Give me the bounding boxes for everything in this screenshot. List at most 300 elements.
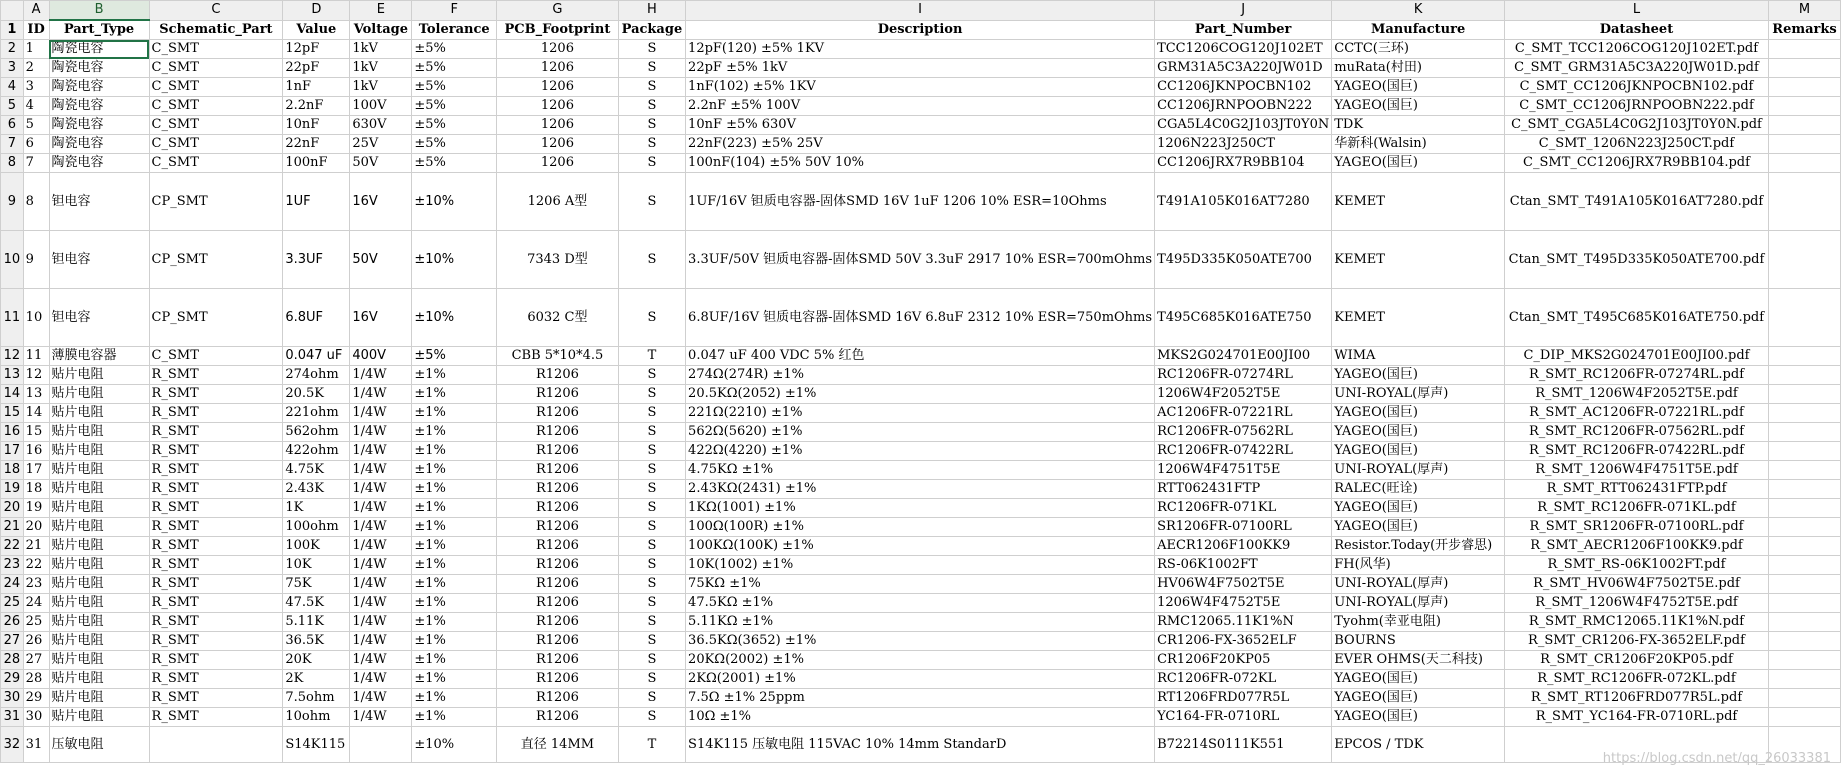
cell-remarks[interactable] xyxy=(1769,59,1841,78)
cell-description[interactable]: 2.43KΩ(2431) ±1% xyxy=(686,480,1155,499)
cell-part-type[interactable]: 贴片电阻 xyxy=(49,575,149,594)
cell-manufacture[interactable]: YAGEO(国巨) xyxy=(1332,423,1505,442)
row-header[interactable]: 26 xyxy=(1,613,24,632)
cell-schematic-part[interactable]: R_SMT xyxy=(149,632,283,651)
cell-tolerance[interactable]: ±1% xyxy=(412,708,497,727)
cell-voltage[interactable]: 1/4W xyxy=(350,385,412,404)
row-header[interactable]: 17 xyxy=(1,442,24,461)
cell-id[interactable]: 27 xyxy=(23,651,49,670)
cell-id[interactable]: 26 xyxy=(23,632,49,651)
cell-remarks[interactable] xyxy=(1769,78,1841,97)
row-header[interactable]: 13 xyxy=(1,366,24,385)
cell-id[interactable]: 1 xyxy=(23,40,49,59)
cell-pcb-footprint[interactable]: 1206 xyxy=(497,135,619,154)
cell-description[interactable]: 0.047 uF 400 VDC 5% 红色 xyxy=(686,347,1155,366)
cell-schematic-part[interactable]: R_SMT xyxy=(149,575,283,594)
row-header[interactable]: 30 xyxy=(1,689,24,708)
cell-value[interactable]: 100K xyxy=(283,537,350,556)
cell-pcb-footprint[interactable]: R1206 xyxy=(497,651,619,670)
cell-part-type[interactable]: 贴片电阻 xyxy=(49,613,149,632)
cell-pcb-footprint[interactable]: R1206 xyxy=(497,632,619,651)
cell-schematic-part[interactable]: C_SMT xyxy=(149,154,283,173)
cell-voltage[interactable]: 1/4W xyxy=(350,632,412,651)
cell-part-number[interactable]: SR1206FR-07100RL xyxy=(1155,518,1332,537)
header-cell-description[interactable]: Description xyxy=(686,20,1155,40)
column-header-a[interactable]: A xyxy=(23,1,49,21)
row-header[interactable]: 21 xyxy=(1,518,24,537)
cell-schematic-part[interactable]: R_SMT xyxy=(149,423,283,442)
cell-remarks[interactable] xyxy=(1769,480,1841,499)
cell-manufacture[interactable]: muRata(村田) xyxy=(1332,59,1505,78)
cell-schematic-part[interactable]: R_SMT xyxy=(149,670,283,689)
cell-schematic-part[interactable]: R_SMT xyxy=(149,366,283,385)
cell-tolerance[interactable]: ±5% xyxy=(412,59,497,78)
cell-schematic-part[interactable]: R_SMT xyxy=(149,708,283,727)
cell-remarks[interactable] xyxy=(1769,173,1841,231)
cell-part-number[interactable]: T495D335K050ATE700 xyxy=(1155,231,1332,289)
row-header[interactable]: 25 xyxy=(1,594,24,613)
cell-tolerance[interactable]: ±5% xyxy=(412,347,497,366)
cell-value[interactable]: 12pF xyxy=(283,40,350,59)
cell-id[interactable]: 2 xyxy=(23,59,49,78)
column-header-i[interactable]: I xyxy=(686,1,1155,21)
cell-pcb-footprint[interactable]: 6032 C型 xyxy=(497,289,619,347)
cell-schematic-part[interactable]: C_SMT xyxy=(149,59,283,78)
header-cell-datasheet[interactable]: Datasheet xyxy=(1504,20,1768,40)
cell-description[interactable]: 2KΩ(2001) ±1% xyxy=(686,670,1155,689)
cell-remarks[interactable] xyxy=(1769,708,1841,727)
cell-id[interactable]: 5 xyxy=(23,116,49,135)
cell-id[interactable]: 25 xyxy=(23,613,49,632)
cell-manufacture[interactable]: UNI-ROYAL(厚声) xyxy=(1332,461,1505,480)
cell-value[interactable]: 2.43K xyxy=(283,480,350,499)
cell-datasheet[interactable]: R_SMT_AECR1206F100KK9.pdf xyxy=(1504,537,1768,556)
cell-pcb-footprint[interactable]: R1206 xyxy=(497,670,619,689)
cell-remarks[interactable] xyxy=(1769,442,1841,461)
cell-package[interactable]: S xyxy=(618,613,685,632)
cell-remarks[interactable] xyxy=(1769,461,1841,480)
cell-value[interactable]: 2K xyxy=(283,670,350,689)
cell-description[interactable]: 100Ω(100R) ±1% xyxy=(686,518,1155,537)
cell-datasheet[interactable]: C_SMT_TCC1206COG120J102ET.pdf xyxy=(1504,40,1768,59)
cell-tolerance[interactable]: ±1% xyxy=(412,442,497,461)
column-header-b[interactable]: B xyxy=(49,1,149,21)
column-header-m[interactable]: M xyxy=(1769,1,1841,21)
row-header[interactable]: 19 xyxy=(1,480,24,499)
cell-package[interactable]: S xyxy=(618,404,685,423)
cell-datasheet[interactable]: R_SMT_1206W4F4751T5E.pdf xyxy=(1504,461,1768,480)
cell-description[interactable]: 12pF(120) ±5% 1KV xyxy=(686,40,1155,59)
cell-description[interactable]: 2.2nF ±5% 100V xyxy=(686,97,1155,116)
cell-description[interactable]: 562Ω(5620) ±1% xyxy=(686,423,1155,442)
cell-description[interactable]: 22pF ±5% 1kV xyxy=(686,59,1155,78)
cell-part-number[interactable]: B72214S0111K551 xyxy=(1155,727,1332,763)
cell-part-number[interactable]: 1206N223J250CT xyxy=(1155,135,1332,154)
cell-package[interactable]: S xyxy=(618,499,685,518)
cell-value[interactable]: 36.5K xyxy=(283,632,350,651)
cell-description[interactable]: 100nF(104) ±5% 50V 10% xyxy=(686,154,1155,173)
cell-part-number[interactable]: T491A105K016AT7280 xyxy=(1155,173,1332,231)
cell-id[interactable]: 16 xyxy=(23,442,49,461)
cell-pcb-footprint[interactable]: 直径 14MM xyxy=(497,727,619,763)
cell-value[interactable]: S14K115 xyxy=(283,727,350,763)
cell-manufacture[interactable]: YAGEO(国巨) xyxy=(1332,404,1505,423)
cell-package[interactable]: S xyxy=(618,97,685,116)
cell-description[interactable]: 6.8UF/16V 钽质电容器-固体SMD 16V 6.8uF 2312 10% ESR=750mOhms xyxy=(686,289,1155,347)
cell-part-number[interactable]: GRM31A5C3A220JW01D xyxy=(1155,59,1332,78)
cell-part-type[interactable]: 贴片电阻 xyxy=(49,499,149,518)
cell-remarks[interactable] xyxy=(1769,385,1841,404)
cell-value[interactable]: 1nF xyxy=(283,78,350,97)
cell-manufacture[interactable]: KEMET xyxy=(1332,231,1505,289)
cell-id[interactable]: 13 xyxy=(23,385,49,404)
cell-voltage[interactable]: 1/4W xyxy=(350,499,412,518)
cell-schematic-part[interactable]: C_SMT xyxy=(149,97,283,116)
cell-description[interactable]: 75KΩ ±1% xyxy=(686,575,1155,594)
cell-voltage[interactable]: 1/4W xyxy=(350,480,412,499)
cell-part-type[interactable]: 薄膜电容器 xyxy=(49,347,149,366)
cell-part-number[interactable]: YC164-FR-0710RL xyxy=(1155,708,1332,727)
row-header[interactable]: 9 xyxy=(1,173,24,231)
cell-voltage[interactable]: 1kV xyxy=(350,59,412,78)
cell-pcb-footprint[interactable]: R1206 xyxy=(497,442,619,461)
header-cell-pcb-footprint[interactable]: PCB_Footprint xyxy=(497,20,619,40)
cell-description[interactable]: 5.11KΩ ±1% xyxy=(686,613,1155,632)
cell-datasheet[interactable]: C_SMT_CC1206JRX7R9BB104.pdf xyxy=(1504,154,1768,173)
cell-id[interactable]: 28 xyxy=(23,670,49,689)
cell-tolerance[interactable]: ±5% xyxy=(412,97,497,116)
cell-datasheet[interactable]: C_DIP_MKS2G024701E00JI00.pdf xyxy=(1504,347,1768,366)
cell-id[interactable]: 3 xyxy=(23,78,49,97)
column-header-e[interactable]: E xyxy=(350,1,412,21)
cell-datasheet[interactable]: R_SMT_1206W4F4752T5E.pdf xyxy=(1504,594,1768,613)
cell-value[interactable]: 562ohm xyxy=(283,423,350,442)
cell-description[interactable]: 36.5KΩ(3652) ±1% xyxy=(686,632,1155,651)
cell-voltage[interactable] xyxy=(350,727,412,763)
cell-part-type[interactable]: 钽电容 xyxy=(49,231,149,289)
select-all-corner[interactable] xyxy=(1,1,24,21)
cell-pcb-footprint[interactable]: R1206 xyxy=(497,461,619,480)
cell-datasheet[interactable]: Ctan_SMT_T495D335K050ATE700.pdf xyxy=(1504,231,1768,289)
cell-manufacture[interactable]: YAGEO(国巨) xyxy=(1332,499,1505,518)
cell-part-type[interactable]: 贴片电阻 xyxy=(49,480,149,499)
cell-value[interactable]: 5.11K xyxy=(283,613,350,632)
cell-tolerance[interactable]: ±10% xyxy=(412,289,497,347)
row-header[interactable]: 28 xyxy=(1,651,24,670)
cell-pcb-footprint[interactable]: 1206 xyxy=(497,97,619,116)
cell-part-number[interactable]: 1206W4F4751T5E xyxy=(1155,461,1332,480)
cell-id[interactable]: 6 xyxy=(23,135,49,154)
cell-datasheet[interactable]: R_SMT_RC1206FR-07274RL.pdf xyxy=(1504,366,1768,385)
cell-package[interactable]: S xyxy=(618,59,685,78)
cell-description[interactable]: S14K115 压敏电阻 115VAC 10% 14mm StandarD xyxy=(686,727,1155,763)
cell-pcb-footprint[interactable]: CBB 5*10*4.5 xyxy=(497,347,619,366)
cell-package[interactable]: S xyxy=(618,461,685,480)
cell-package[interactable]: S xyxy=(618,231,685,289)
cell-remarks[interactable] xyxy=(1769,154,1841,173)
cell-manufacture[interactable]: TDK xyxy=(1332,116,1505,135)
cell-schematic-part[interactable]: R_SMT xyxy=(149,556,283,575)
cell-part-number[interactable]: MKS2G024701E00JI00 xyxy=(1155,347,1332,366)
cell-tolerance[interactable]: ±1% xyxy=(412,385,497,404)
cell-part-number[interactable]: CR1206-FX-3652ELF xyxy=(1155,632,1332,651)
cell-id[interactable]: 19 xyxy=(23,499,49,518)
cell-id[interactable]: 15 xyxy=(23,423,49,442)
cell-datasheet[interactable]: R_SMT_RC1206FR-072KL.pdf xyxy=(1504,670,1768,689)
cell-package[interactable]: S xyxy=(618,135,685,154)
cell-schematic-part[interactable]: R_SMT xyxy=(149,613,283,632)
cell-voltage[interactable]: 1/4W xyxy=(350,708,412,727)
cell-voltage[interactable]: 1/4W xyxy=(350,651,412,670)
cell-description[interactable]: 274Ω(274R) ±1% xyxy=(686,366,1155,385)
cell-datasheet[interactable]: Ctan_SMT_T491A105K016AT7280.pdf xyxy=(1504,173,1768,231)
cell-schematic-part[interactable]: CP_SMT xyxy=(149,289,283,347)
row-header[interactable]: 5 xyxy=(1,97,24,116)
column-header-k[interactable]: K xyxy=(1332,1,1505,21)
cell-part-type[interactable]: 贴片电阻 xyxy=(49,442,149,461)
cell-pcb-footprint[interactable]: R1206 xyxy=(497,385,619,404)
cell-part-number[interactable]: RC1206FR-072KL xyxy=(1155,670,1332,689)
cell-tolerance[interactable]: ±5% xyxy=(412,116,497,135)
cell-schematic-part[interactable]: R_SMT xyxy=(149,461,283,480)
cell-voltage[interactable]: 1/4W xyxy=(350,670,412,689)
cell-package[interactable]: S xyxy=(618,289,685,347)
cell-remarks[interactable] xyxy=(1769,366,1841,385)
cell-tolerance[interactable]: ±5% xyxy=(412,135,497,154)
cell-part-type[interactable]: 贴片电阻 xyxy=(49,423,149,442)
cell-tolerance[interactable]: ±5% xyxy=(412,78,497,97)
column-header-j[interactable]: J xyxy=(1155,1,1332,21)
cell-voltage[interactable]: 1/4W xyxy=(350,689,412,708)
cell-manufacture[interactable]: YAGEO(国巨) xyxy=(1332,708,1505,727)
column-header-g[interactable]: G xyxy=(497,1,619,21)
cell-remarks[interactable] xyxy=(1769,613,1841,632)
cell-datasheet[interactable]: R_SMT_1206W4F2052T5E.pdf xyxy=(1504,385,1768,404)
cell-manufacture[interactable]: YAGEO(国巨) xyxy=(1332,78,1505,97)
cell-part-number[interactable]: RC1206FR-07422RL xyxy=(1155,442,1332,461)
cell-manufacture[interactable]: Tyohm(幸亚电阻) xyxy=(1332,613,1505,632)
cell-part-number[interactable]: CGA5L4C0G2J103JT0Y0N xyxy=(1155,116,1332,135)
cell-manufacture[interactable]: YAGEO(国巨) xyxy=(1332,97,1505,116)
cell-voltage[interactable]: 630V xyxy=(350,116,412,135)
cell-id[interactable]: 20 xyxy=(23,518,49,537)
row-header[interactable]: 12 xyxy=(1,347,24,366)
cell-pcb-footprint[interactable]: R1206 xyxy=(497,689,619,708)
cell-package[interactable]: S xyxy=(618,385,685,404)
cell-id[interactable]: 23 xyxy=(23,575,49,594)
cell-pcb-footprint[interactable]: 1206 xyxy=(497,154,619,173)
row-header[interactable]: 7 xyxy=(1,135,24,154)
row-header[interactable]: 8 xyxy=(1,154,24,173)
cell-datasheet[interactable]: C_SMT_GRM31A5C3A220JW01D.pdf xyxy=(1504,59,1768,78)
cell-tolerance[interactable]: ±10% xyxy=(412,231,497,289)
cell-tolerance[interactable]: ±1% xyxy=(412,423,497,442)
cell-pcb-footprint[interactable]: 1206 xyxy=(497,78,619,97)
cell-description[interactable]: 22nF(223) ±5% 25V xyxy=(686,135,1155,154)
cell-tolerance[interactable]: ±1% xyxy=(412,670,497,689)
cell-package[interactable]: S xyxy=(618,154,685,173)
cell-part-type[interactable]: 陶瓷电容 xyxy=(49,59,149,78)
cell-value[interactable]: 22nF xyxy=(283,135,350,154)
column-header-f[interactable]: F xyxy=(412,1,497,21)
cell-value[interactable]: 0.047 uF xyxy=(283,347,350,366)
cell-voltage[interactable]: 1/4W xyxy=(350,575,412,594)
cell-remarks[interactable] xyxy=(1769,116,1841,135)
cell-value[interactable]: 22pF xyxy=(283,59,350,78)
row-header[interactable]: 18 xyxy=(1,461,24,480)
cell-package[interactable]: S xyxy=(618,442,685,461)
header-cell-manufacture[interactable]: Manufacture xyxy=(1332,20,1505,40)
cell-package[interactable]: S xyxy=(618,651,685,670)
cell-pcb-footprint[interactable]: 1206 xyxy=(497,40,619,59)
cell-part-type[interactable]: 压敏电阻 xyxy=(49,727,149,763)
cell-manufacture[interactable]: YAGEO(国巨) xyxy=(1332,518,1505,537)
cell-datasheet[interactable]: R_SMT_SR1206FR-07100RL.pdf xyxy=(1504,518,1768,537)
cell-remarks[interactable] xyxy=(1769,651,1841,670)
cell-package[interactable]: S xyxy=(618,366,685,385)
row-header[interactable]: 32 xyxy=(1,727,24,763)
cell-part-number[interactable]: RTT062431FTP xyxy=(1155,480,1332,499)
cell-part-type[interactable]: 陶瓷电容 xyxy=(49,97,149,116)
cell-part-type[interactable]: 钽电容 xyxy=(49,289,149,347)
cell-pcb-footprint[interactable]: R1206 xyxy=(497,556,619,575)
cell-schematic-part[interactable]: C_SMT xyxy=(149,40,283,59)
cell-voltage[interactable]: 1/4W xyxy=(350,366,412,385)
cell-manufacture[interactable]: YAGEO(国巨) xyxy=(1332,154,1505,173)
cell-value[interactable]: 20.5K xyxy=(283,385,350,404)
cell-pcb-footprint[interactable]: R1206 xyxy=(497,537,619,556)
cell-part-number[interactable]: T495C685K016ATE750 xyxy=(1155,289,1332,347)
cell-voltage[interactable]: 50V xyxy=(350,231,412,289)
cell-schematic-part[interactable]: CP_SMT xyxy=(149,173,283,231)
cell-datasheet[interactable]: R_SMT_RMC12065.11K1%N.pdf xyxy=(1504,613,1768,632)
cell-package[interactable]: S xyxy=(618,575,685,594)
cell-schematic-part[interactable]: C_SMT xyxy=(149,135,283,154)
cell-part-number[interactable]: HV06W4F7502T5E xyxy=(1155,575,1332,594)
cell-package[interactable]: S xyxy=(618,689,685,708)
cell-pcb-footprint[interactable]: 1206 A型 xyxy=(497,173,619,231)
cell-manufacture[interactable]: BOURNS xyxy=(1332,632,1505,651)
cell-voltage[interactable]: 50V xyxy=(350,154,412,173)
cell-part-number[interactable]: CR1206F20KP05 xyxy=(1155,651,1332,670)
row-header[interactable]: 15 xyxy=(1,404,24,423)
cell-datasheet[interactable]: R_SMT_RS-06K1002FT.pdf xyxy=(1504,556,1768,575)
cell-value[interactable]: 75K xyxy=(283,575,350,594)
cell-remarks[interactable] xyxy=(1769,537,1841,556)
cell-part-number[interactable]: TCC1206COG120J102ET xyxy=(1155,40,1332,59)
cell-part-number[interactable]: CC1206JKNPOCBN102 xyxy=(1155,78,1332,97)
cell-value[interactable]: 10K xyxy=(283,556,350,575)
cell-datasheet[interactable]: R_SMT_RT1206FRD077R5L.pdf xyxy=(1504,689,1768,708)
cell-remarks[interactable] xyxy=(1769,231,1841,289)
cell-id[interactable]: 18 xyxy=(23,480,49,499)
cell-description[interactable]: 3.3UF/50V 钽质电容器-固体SMD 50V 3.3uF 2917 10% ESR=700mOhms xyxy=(686,231,1155,289)
cell-part-type[interactable]: 贴片电阻 xyxy=(49,632,149,651)
cell-pcb-footprint[interactable]: R1206 xyxy=(497,499,619,518)
column-header-c[interactable]: C xyxy=(149,1,283,21)
cell-tolerance[interactable]: ±1% xyxy=(412,689,497,708)
cell-schematic-part[interactable]: R_SMT xyxy=(149,385,283,404)
cell-datasheet[interactable]: R_SMT_YC164-FR-0710RL.pdf xyxy=(1504,708,1768,727)
cell-remarks[interactable] xyxy=(1769,423,1841,442)
cell-schematic-part[interactable]: R_SMT xyxy=(149,499,283,518)
column-header-l[interactable]: L xyxy=(1504,1,1768,21)
cell-id[interactable]: 9 xyxy=(23,231,49,289)
cell-manufacture[interactable]: FH(风华) xyxy=(1332,556,1505,575)
cell-voltage[interactable]: 1/4W xyxy=(350,461,412,480)
cell-remarks[interactable] xyxy=(1769,689,1841,708)
cell-tolerance[interactable]: ±10% xyxy=(412,727,497,763)
cell-remarks[interactable] xyxy=(1769,556,1841,575)
cell-id[interactable]: 8 xyxy=(23,173,49,231)
cell-schematic-part[interactable] xyxy=(149,727,283,763)
cell-tolerance[interactable]: ±1% xyxy=(412,613,497,632)
cell-pcb-footprint[interactable]: R1206 xyxy=(497,594,619,613)
cell-value[interactable]: 47.5K xyxy=(283,594,350,613)
cell-manufacture[interactable]: WIMA xyxy=(1332,347,1505,366)
cell-datasheet[interactable]: R_SMT_RC1206FR-07422RL.pdf xyxy=(1504,442,1768,461)
cell-manufacture[interactable]: YAGEO(国巨) xyxy=(1332,689,1505,708)
cell-voltage[interactable]: 1/4W xyxy=(350,404,412,423)
cell-voltage[interactable]: 1kV xyxy=(350,40,412,59)
cell-pcb-footprint[interactable]: R1206 xyxy=(497,613,619,632)
cell-pcb-footprint[interactable]: R1206 xyxy=(497,575,619,594)
header-cell-value[interactable]: Value xyxy=(283,20,350,40)
cell-tolerance[interactable]: ±1% xyxy=(412,499,497,518)
cell-id[interactable]: 30 xyxy=(23,708,49,727)
cell-id[interactable]: 29 xyxy=(23,689,49,708)
cell-id[interactable]: 17 xyxy=(23,461,49,480)
cell-manufacture[interactable]: KEMET xyxy=(1332,289,1505,347)
cell-description[interactable]: 10K(1002) ±1% xyxy=(686,556,1155,575)
cell-description[interactable]: 1nF(102) ±5% 1KV xyxy=(686,78,1155,97)
cell-package[interactable]: S xyxy=(618,173,685,231)
row-header[interactable]: 29 xyxy=(1,670,24,689)
cell-schematic-part[interactable]: R_SMT xyxy=(149,651,283,670)
cell-datasheet[interactable]: R_SMT_RTT062431FTP.pdf xyxy=(1504,480,1768,499)
cell-manufacture[interactable]: YAGEO(国巨) xyxy=(1332,366,1505,385)
cell-manufacture[interactable]: Resistor.Today(开步睿思) xyxy=(1332,537,1505,556)
cell-remarks[interactable] xyxy=(1769,575,1841,594)
cell-description[interactable]: 221Ω(2210) ±1% xyxy=(686,404,1155,423)
cell-description[interactable]: 47.5KΩ ±1% xyxy=(686,594,1155,613)
cell-description[interactable]: 422Ω(4220) ±1% xyxy=(686,442,1155,461)
cell-value[interactable]: 6.8UF xyxy=(283,289,350,347)
cell-part-number[interactable]: RC1206FR-07274RL xyxy=(1155,366,1332,385)
cell-datasheet[interactable]: C_SMT_CGA5L4C0G2J103JT0Y0N.pdf xyxy=(1504,116,1768,135)
cell-remarks[interactable] xyxy=(1769,499,1841,518)
cell-tolerance[interactable]: ±1% xyxy=(412,651,497,670)
cell-part-type[interactable]: 贴片电阻 xyxy=(49,366,149,385)
cell-manufacture[interactable]: UNI-ROYAL(厚声) xyxy=(1332,385,1505,404)
cell-schematic-part[interactable]: R_SMT xyxy=(149,594,283,613)
cell-pcb-footprint[interactable]: R1206 xyxy=(497,480,619,499)
header-cell-id[interactable]: ID xyxy=(23,20,49,40)
cell-pcb-footprint[interactable]: R1206 xyxy=(497,708,619,727)
cell-value[interactable]: 100ohm xyxy=(283,518,350,537)
cell-value[interactable]: 2.2nF xyxy=(283,97,350,116)
cell-tolerance[interactable]: ±1% xyxy=(412,480,497,499)
cell-remarks[interactable] xyxy=(1769,594,1841,613)
row-header[interactable]: 1 xyxy=(1,20,24,40)
cell-schematic-part[interactable]: R_SMT xyxy=(149,480,283,499)
cell-part-number[interactable]: RMC12065.11K1%N xyxy=(1155,613,1332,632)
cell-tolerance[interactable]: ±5% xyxy=(412,40,497,59)
header-cell-schematic-part[interactable]: Schematic_Part xyxy=(149,20,283,40)
cell-datasheet[interactable]: C_SMT_1206N223J250CT.pdf xyxy=(1504,135,1768,154)
cell-remarks[interactable] xyxy=(1769,670,1841,689)
cell-id[interactable]: 14 xyxy=(23,404,49,423)
